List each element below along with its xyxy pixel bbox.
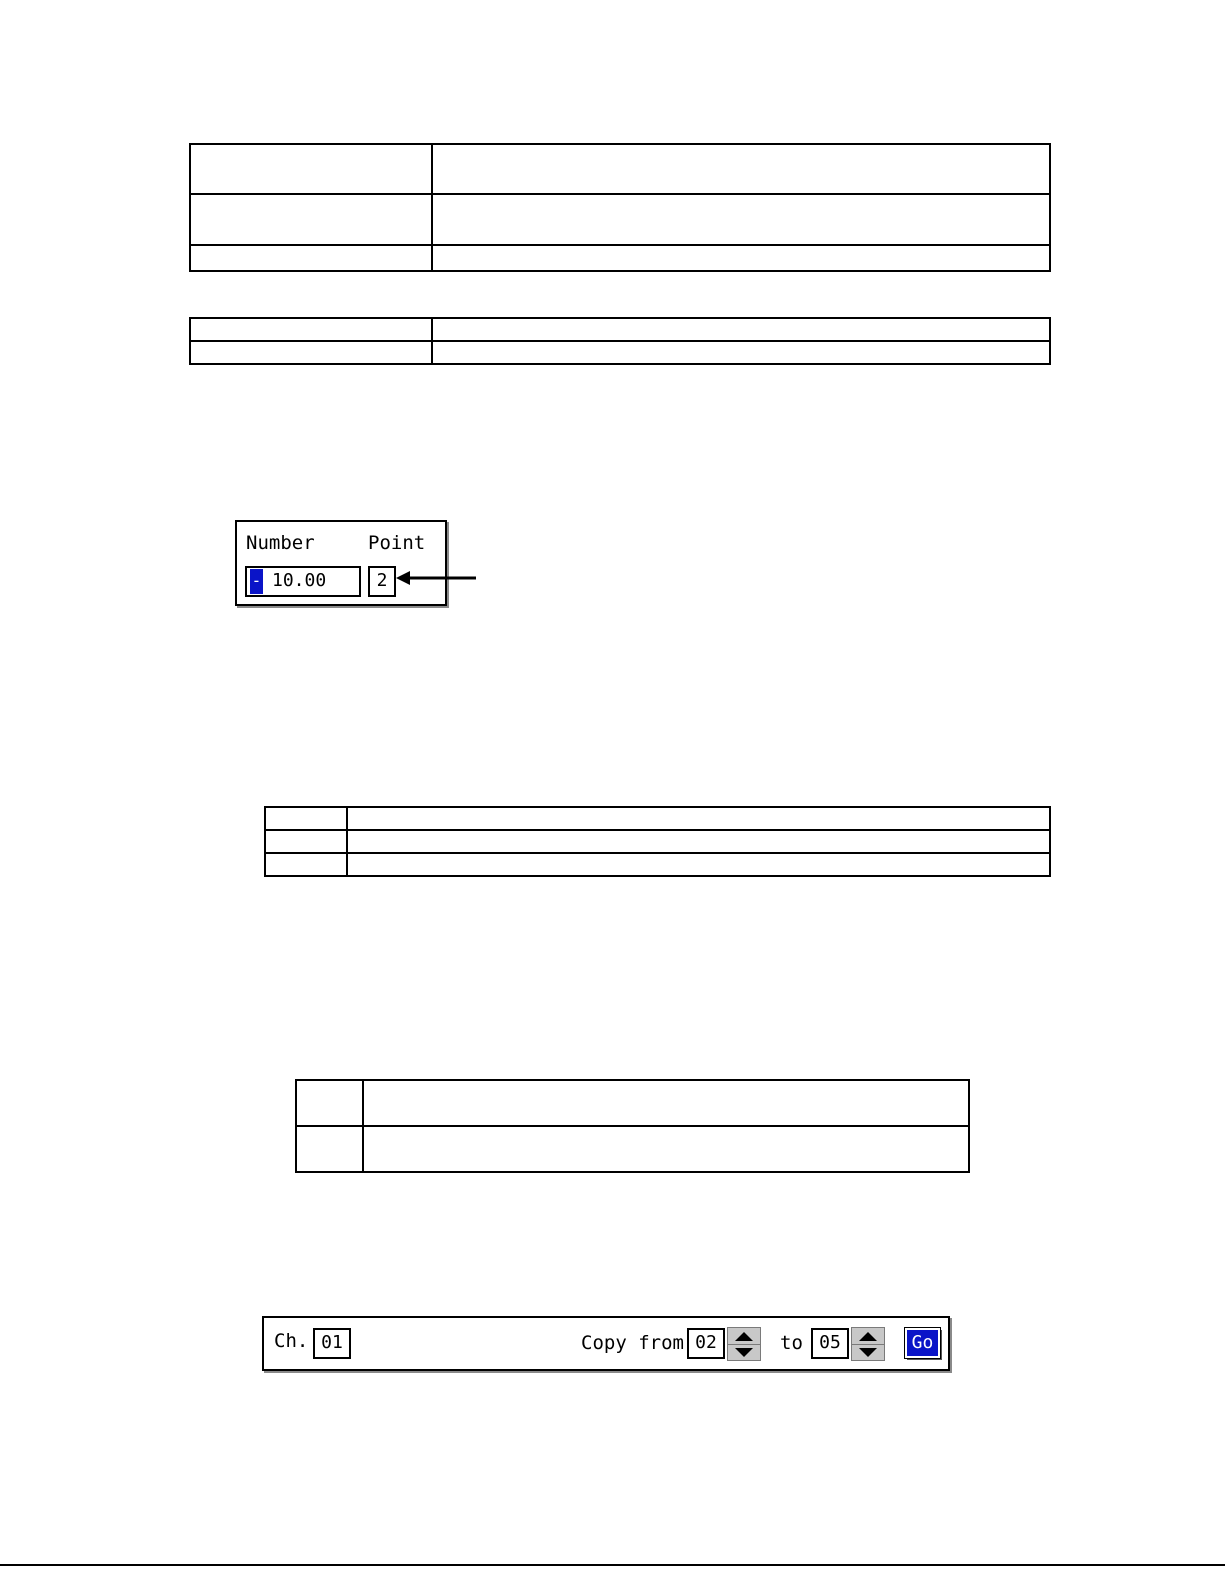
number-label: Number [246,532,315,554]
table-row [265,830,1050,853]
table-1 [189,143,1051,272]
table-2 [189,317,1051,365]
copy-from-spinner[interactable] [727,1327,761,1361]
table-3 [264,806,1051,877]
copy-to-spinner[interactable] [851,1327,885,1361]
triangle-down-icon [859,1348,877,1357]
triangle-down-icon [735,1348,753,1357]
copy-from-label: Copy from [581,1332,684,1354]
copy-from-value: 02 [695,1332,717,1353]
number-value: 10.00 [272,570,327,591]
table-row [190,245,1050,271]
copy-to-decrement-button[interactable] [852,1344,884,1360]
to-label: to [780,1332,803,1354]
table-row [190,194,1050,245]
channel-label: Ch. [274,1330,309,1352]
table-row [296,1126,969,1172]
table-row [190,318,1050,341]
table-row [265,807,1050,830]
table-row [296,1080,969,1126]
copy-from-increment-button[interactable] [728,1328,760,1345]
copy-to-increment-button[interactable] [852,1328,884,1345]
table-row [190,144,1050,194]
table-4 [295,1079,970,1173]
number-input[interactable] [245,566,361,597]
table-row [190,341,1050,364]
number-point-panel [235,520,447,606]
page-bottom-rule [0,1564,1225,1566]
copy-to-input[interactable] [811,1328,849,1359]
point-input[interactable] [368,566,396,597]
copy-from-input[interactable] [687,1328,725,1359]
triangle-up-icon [735,1332,753,1341]
text-cursor: - [250,569,263,594]
go-button[interactable]: Go [905,1328,940,1358]
triangle-up-icon [859,1332,877,1341]
channel-input[interactable] [313,1328,351,1359]
channel-value: 01 [321,1332,343,1353]
copy-channel-panel [262,1316,950,1371]
point-label: Point [368,532,426,554]
copy-to-value: 05 [819,1332,841,1353]
point-value: 2 [376,570,388,591]
copy-from-decrement-button[interactable] [728,1344,760,1360]
left-arrow-icon [396,569,478,587]
table-row [265,853,1050,876]
